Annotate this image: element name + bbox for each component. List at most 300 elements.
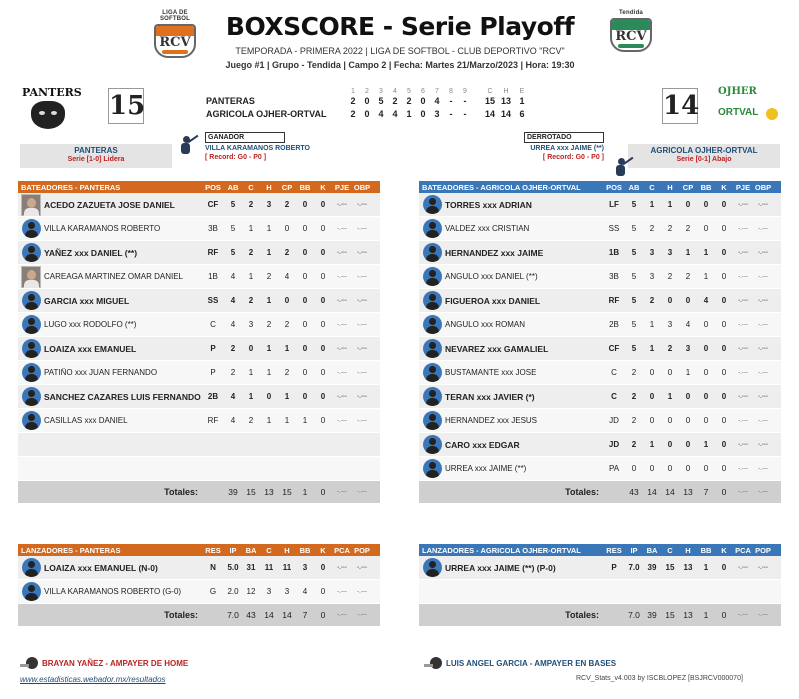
stat-cell: 2B bbox=[609, 320, 619, 329]
stat-cell: -.--- bbox=[738, 201, 748, 208]
stat-cell: 1 bbox=[649, 344, 655, 353]
avatar-cell bbox=[419, 459, 445, 478]
stat-cell: 0 bbox=[667, 296, 673, 305]
column-header: H bbox=[284, 545, 290, 555]
stat-cell: 0 bbox=[721, 464, 727, 473]
totals-label: Totales: bbox=[565, 487, 599, 497]
avatar-cell bbox=[18, 291, 44, 310]
player-name: BUSTAMANTE xxx JOSE bbox=[445, 368, 537, 377]
avatar-cell bbox=[18, 558, 44, 577]
linescore-total: 6 bbox=[519, 109, 525, 119]
total-cell: -.--- bbox=[738, 489, 748, 495]
stat-cell: 0 bbox=[721, 248, 727, 257]
stat-cell: 1 bbox=[302, 416, 308, 425]
inning-runs: 5 bbox=[378, 96, 384, 106]
stat-cell: -.--- bbox=[357, 225, 367, 232]
team-panteras: PANTERAS Serie [1-0] Lidera bbox=[20, 144, 172, 168]
stat-cell: 5 bbox=[230, 200, 236, 209]
stat-cell: 0 bbox=[685, 440, 691, 449]
player-name: LOAIZA xxx EMANUEL (N-0) bbox=[44, 562, 158, 573]
stat-cell: 0 bbox=[667, 464, 673, 473]
total-cell: -.--- bbox=[357, 489, 367, 495]
total-cell: 7 bbox=[703, 487, 709, 497]
stat-cell: 1 bbox=[266, 416, 272, 425]
stat-cell: 5 bbox=[631, 344, 637, 353]
stat-cell: 0 bbox=[320, 296, 326, 305]
stat-cell: 1 bbox=[649, 200, 655, 209]
player-name: VALDEZ xxx CRISTIAN bbox=[445, 224, 530, 233]
stat-cell: 1 bbox=[266, 248, 272, 257]
stat-cell: 0 bbox=[703, 464, 709, 473]
linescore-team: PANTERAS bbox=[206, 96, 255, 106]
totals-label: Totales: bbox=[565, 610, 599, 620]
player-avatar-icon bbox=[423, 459, 442, 478]
player-row[interactable] bbox=[18, 409, 380, 433]
player-photo bbox=[21, 194, 41, 216]
player-row[interactable] bbox=[419, 265, 781, 289]
stat-cell: -.--- bbox=[337, 417, 347, 424]
stat-cell: -.--- bbox=[357, 393, 367, 400]
stat-cell: 0 bbox=[721, 392, 727, 401]
column-header: IP bbox=[229, 545, 237, 555]
total-cell: 0 bbox=[320, 487, 326, 497]
avatar-cell bbox=[419, 291, 445, 310]
empty-row bbox=[18, 433, 380, 457]
column-header: PJE bbox=[334, 182, 350, 192]
stat-cell: 2 bbox=[230, 344, 236, 353]
player-avatar-icon bbox=[423, 387, 442, 406]
avatar-cell bbox=[419, 243, 445, 262]
pitching-table-ojher-ortval: LANZADORES - AGRICOLA OJHER-ORTVAL RES IP BA C H BB K PCA POP URREA xxx JAIME (**) (P-0) P 7.0 39 15 13 1 0 -.--- -.--- Totales: 7.0 39 15 13 1 0 -.--- -.--- bbox=[419, 544, 781, 626]
column-header: CP bbox=[281, 182, 293, 192]
losing-pitcher: DERROTADO URREA xxx JAIME (**) [ Record: G0 - P0 ] bbox=[494, 132, 604, 161]
player-name: LUGO xxx RODOLFO (**) bbox=[44, 320, 137, 329]
empty-row bbox=[18, 457, 380, 481]
stat-cell: 0 bbox=[320, 416, 326, 425]
linescore-total: 1 bbox=[519, 96, 525, 106]
stat-cell: -.--- bbox=[758, 369, 768, 376]
bases-umpire: LUIS ANGEL GARCIA - AMPAYER EN BASES bbox=[430, 657, 616, 669]
total-head: H bbox=[503, 88, 509, 95]
linescore-team: AGRICOLA OJHER-ORTVAL bbox=[206, 109, 327, 119]
stat-cell: 0 bbox=[721, 272, 727, 281]
stat-cell: -.--- bbox=[758, 249, 768, 256]
stat-cell: 2 bbox=[631, 416, 637, 425]
stat-cell: 4 bbox=[230, 416, 236, 425]
player-row[interactable] bbox=[18, 265, 380, 289]
totals-row bbox=[419, 604, 781, 626]
inning-number: 9 bbox=[463, 88, 467, 95]
stat-cell: 2 bbox=[631, 392, 637, 401]
stat-cell: C bbox=[210, 320, 216, 329]
stat-cell: -.--- bbox=[337, 564, 347, 571]
player-avatar-icon bbox=[423, 315, 442, 334]
umpire-icon bbox=[26, 657, 38, 669]
total-cell: 7.0 bbox=[227, 610, 239, 620]
column-header: BB bbox=[700, 545, 712, 555]
stat-cell: RF bbox=[207, 416, 219, 425]
stat-cell: 0 bbox=[248, 344, 254, 353]
total-cell: 14 bbox=[264, 610, 274, 620]
column-header: BB bbox=[299, 545, 311, 555]
player-name: YAÑEZ xxx DANIEL (**) bbox=[44, 247, 138, 258]
inning-number: 5 bbox=[407, 88, 411, 95]
stat-cell: 0 bbox=[721, 200, 727, 209]
stat-cell: 0 bbox=[703, 416, 709, 425]
stat-cell: 4 bbox=[230, 320, 236, 329]
inning-runs: - bbox=[463, 109, 467, 119]
avatar-cell bbox=[419, 195, 445, 214]
player-row[interactable] bbox=[419, 385, 781, 409]
total-cell: 43 bbox=[246, 610, 256, 620]
player-avatar-icon bbox=[22, 339, 41, 358]
player-name: ACEDO ZAZUETA JOSE DANIEL bbox=[44, 199, 175, 210]
column-header: BA bbox=[245, 545, 257, 555]
stat-cell: 0 bbox=[320, 200, 326, 209]
stat-cell: JD bbox=[609, 416, 619, 425]
stat-cell: 0 bbox=[284, 224, 290, 233]
inning-runs: 2 bbox=[406, 96, 412, 106]
stat-cell: 3 bbox=[266, 587, 272, 596]
avatar-cell bbox=[419, 435, 445, 454]
stat-cell: 1 bbox=[248, 392, 254, 401]
website-link[interactable]: www.estadisticas.webador.mx/resultados bbox=[20, 675, 166, 684]
inning-runs: 0 bbox=[420, 96, 426, 106]
batter-icon bbox=[175, 136, 197, 158]
player-name: URREA xxx JAIME (**) bbox=[445, 464, 527, 473]
column-header: POP bbox=[354, 545, 370, 555]
stat-cell: -.--- bbox=[337, 588, 347, 595]
stat-cell: 0 bbox=[685, 200, 691, 209]
player-name: FIGUEROA xxx DANIEL bbox=[445, 295, 541, 306]
column-header: BA bbox=[646, 545, 658, 555]
stat-cell: 0 bbox=[302, 248, 308, 257]
stat-cell: RF bbox=[207, 248, 219, 257]
stat-cell: 39 bbox=[647, 563, 657, 572]
linescore-total: 14 bbox=[500, 109, 511, 119]
total-head: C bbox=[487, 88, 493, 95]
total-cell: -.--- bbox=[758, 489, 768, 495]
stat-cell: 1 bbox=[667, 392, 673, 401]
stat-cell: 1 bbox=[649, 440, 655, 449]
total-cell: -.--- bbox=[337, 489, 347, 495]
stat-cell: -.--- bbox=[758, 345, 768, 352]
stat-cell: -.--- bbox=[758, 564, 768, 571]
stat-cell: 3 bbox=[649, 248, 655, 257]
column-header: H bbox=[266, 182, 272, 192]
inning-runs: 2 bbox=[350, 96, 356, 106]
stat-cell: -.--- bbox=[357, 588, 367, 595]
stat-cell: P bbox=[611, 563, 617, 572]
player-row[interactable] bbox=[419, 193, 781, 217]
stat-cell: 1 bbox=[284, 344, 290, 353]
stat-cell: 1 bbox=[266, 368, 272, 377]
total-cell: 13 bbox=[264, 487, 274, 497]
stat-cell: 1 bbox=[685, 368, 691, 377]
linescore-total: 14 bbox=[484, 109, 495, 119]
player-row[interactable] bbox=[18, 337, 380, 361]
inning-runs: - bbox=[463, 96, 467, 106]
player-row[interactable] bbox=[18, 385, 380, 409]
player-name: TERAN xxx JAVIER (*) bbox=[445, 391, 535, 402]
stat-cell: 0 bbox=[703, 368, 709, 377]
stat-cell: 0 bbox=[302, 272, 308, 281]
inning-runs: 4 bbox=[392, 109, 398, 119]
player-row[interactable] bbox=[419, 217, 781, 241]
player-row[interactable] bbox=[419, 337, 781, 361]
total-cell: 7 bbox=[302, 610, 308, 620]
stat-cell: 31 bbox=[246, 563, 256, 572]
stat-cell: 1 bbox=[703, 248, 709, 257]
stat-cell: 1 bbox=[284, 416, 290, 425]
stat-cell: -.--- bbox=[738, 393, 748, 400]
inning-number: 1 bbox=[351, 88, 355, 95]
player-avatar-icon bbox=[423, 243, 442, 262]
stat-cell: 5 bbox=[631, 272, 637, 281]
player-row[interactable] bbox=[18, 241, 380, 265]
stat-cell: 0 bbox=[302, 368, 308, 377]
stat-cell: 5 bbox=[631, 296, 637, 305]
linescore-row bbox=[206, 108, 606, 121]
avatar-cell bbox=[419, 363, 445, 382]
stat-cell: 0 bbox=[721, 440, 727, 449]
column-header: BB bbox=[700, 182, 712, 192]
stat-cell: 1 bbox=[248, 224, 254, 233]
column-header: AB bbox=[628, 182, 640, 192]
stat-cell: 0 bbox=[649, 464, 655, 473]
stat-cell: 1 bbox=[685, 248, 691, 257]
stat-cell: 3B bbox=[208, 224, 218, 233]
page-title: BOXSCORE - Serie Playoff bbox=[225, 12, 575, 41]
player-row[interactable] bbox=[18, 193, 380, 217]
totals-row bbox=[18, 481, 380, 503]
stat-cell: -.--- bbox=[337, 201, 347, 208]
stat-cell: 2 bbox=[284, 320, 290, 329]
stat-cell: 0 bbox=[649, 416, 655, 425]
avatar-cell bbox=[18, 219, 44, 238]
player-name: CASILLAS xxx DANIEL bbox=[44, 416, 128, 425]
empty-row bbox=[419, 580, 781, 604]
totals-label: Totales: bbox=[164, 487, 198, 497]
stat-cell: 2 bbox=[649, 224, 655, 233]
avatar-cell bbox=[18, 363, 44, 382]
batting-table-ojher-ortval: BATEADORES - AGRICOLA OJHER-ORTVAL POS AB C H CP BB K PJE OBP TORRES xxx ADRIAN LF 5 1 1 0 0 0 -.--- -.--- VALDEZ xxx CRISTIAN SS 5 2 2 2 0 0 -.--- -.--- HERNANDEZ xxx JAIME 1B 5 3 3 1 1 0 -.--- -.--- ANGULO xxx DANIEL (**) 3B 5 3 2 2 1 0 -.--- -.--- FIGUEROA xxx DANIEL RF 5 2 0 0 4 0 -.--- -.--- ANGULO xxx ROMAN 2B 5 1 3 4 0 0 -.--- -.--- NEVAREZ xxx GAMALIEL CF 5 1 2 3 0 0 -.--- -.--- BUSTAMANTE xxx JOSE C 2 0 0 1 0 0 -.--- -.--- TERAN xxx JAVIER (*) C 2 0 1 0 0 0 -.--- -.--- HERNANDEZ xxx JESUS JD 2 0 0 0 0 0 -.--- -.--- CARO xxx EDGAR JD 2 1 0 0 1 0 -.--- -.--- URREA xxx JAIME (**) PA 0 0 0 0 0 0 -.--- -.--- Totales: 43 14 14 13 7 0 -.--- -.--- bbox=[419, 181, 781, 503]
player-name: CARO xxx EDGAR bbox=[445, 439, 520, 450]
stat-cell: 1 bbox=[703, 272, 709, 281]
player-row[interactable] bbox=[419, 409, 781, 433]
stat-cell: 0 bbox=[302, 224, 308, 233]
column-header: POS bbox=[606, 182, 622, 192]
avatar-cell bbox=[18, 411, 44, 430]
stat-cell: CF bbox=[207, 200, 219, 209]
stat-cell: 0 bbox=[631, 464, 637, 473]
player-row[interactable] bbox=[419, 361, 781, 385]
player-row[interactable] bbox=[419, 313, 781, 337]
total-cell: 14 bbox=[647, 487, 657, 497]
home-score: 15 bbox=[108, 88, 144, 124]
avatar-cell bbox=[18, 266, 44, 288]
player-avatar-icon bbox=[22, 315, 41, 334]
player-row[interactable] bbox=[419, 457, 781, 481]
stat-cell: -.--- bbox=[738, 321, 748, 328]
stat-cell: 2 bbox=[631, 368, 637, 377]
stat-cell: 0 bbox=[320, 344, 326, 353]
stat-cell: 1 bbox=[703, 563, 709, 572]
player-avatar-icon bbox=[423, 267, 442, 286]
stat-cell: 2 bbox=[266, 320, 272, 329]
total-cell: 13 bbox=[683, 487, 693, 497]
stat-cell: 3 bbox=[667, 248, 673, 257]
player-row[interactable] bbox=[18, 580, 380, 604]
stat-cell: 2 bbox=[667, 272, 673, 281]
stat-cell: -.--- bbox=[357, 345, 367, 352]
column-header: OBP bbox=[754, 182, 772, 192]
stat-cell: 0 bbox=[685, 296, 691, 305]
player-name: URREA xxx JAIME (**) (P-0) bbox=[445, 562, 556, 573]
inning-runs: 4 bbox=[378, 109, 384, 119]
stat-cell: -.--- bbox=[357, 273, 367, 280]
player-name: HERNANDEZ xxx JESUS bbox=[445, 416, 538, 425]
avatar-cell bbox=[419, 387, 445, 406]
stat-cell: -.--- bbox=[738, 273, 748, 280]
away-score: 14 bbox=[662, 88, 698, 124]
avatar-cell bbox=[419, 558, 445, 577]
inning-runs: 0 bbox=[364, 109, 370, 119]
stat-cell: 0 bbox=[320, 248, 326, 257]
stat-cell: 4 bbox=[302, 587, 308, 596]
stat-cell: 0 bbox=[320, 368, 326, 377]
league-logo: LIGA DE SOFTBOL RCV bbox=[150, 10, 200, 58]
column-header: AB bbox=[227, 182, 239, 192]
player-avatar-icon bbox=[423, 339, 442, 358]
column-header: C bbox=[248, 182, 254, 192]
player-avatar-icon bbox=[22, 363, 41, 382]
stat-cell: 2 bbox=[649, 296, 655, 305]
column-header: PCA bbox=[735, 545, 751, 555]
stat-cell: G bbox=[209, 587, 217, 596]
stat-cell: 0 bbox=[703, 320, 709, 329]
stat-cell: -.--- bbox=[357, 297, 367, 304]
stat-cell: -.--- bbox=[738, 369, 748, 376]
stat-cell: 0 bbox=[320, 272, 326, 281]
player-avatar-icon bbox=[423, 558, 442, 577]
totals-label: Totales: bbox=[164, 610, 198, 620]
stat-cell: -.--- bbox=[758, 201, 768, 208]
player-row[interactable] bbox=[18, 556, 380, 580]
stat-cell: 4 bbox=[284, 272, 290, 281]
avatar-cell bbox=[18, 194, 44, 216]
player-name: CAREAGA MARTINEZ OMAR DANIEL bbox=[44, 272, 183, 281]
stat-cell: -.--- bbox=[758, 465, 768, 472]
season-info: TEMPORADA - PRIMERA 2022 | LIGA DE SOFTBOL - CLUB DEPORTIVO "RCV" bbox=[235, 46, 565, 56]
pitching-table-panteras: LANZADORES - PANTERAS RES IP BA C H BB K PCA POP LOAIZA xxx EMANUEL (N-0) N 5.0 31 11 11 3 0 -.--- -.--- VILLA KARAMANOS ROBERTO (G-0) G 2.0 12 3 3 4 0 -.--- -.--- Totales: 7.0 43 14 14 7 0 -.--- -.--- bbox=[18, 544, 380, 626]
stat-cell: -.--- bbox=[738, 441, 748, 448]
stat-cell: 4 bbox=[230, 296, 236, 305]
stat-cell: 2 bbox=[248, 416, 254, 425]
player-row[interactable] bbox=[18, 289, 380, 313]
total-cell: 15 bbox=[665, 610, 675, 620]
avatar-cell bbox=[18, 582, 44, 601]
stat-cell: 0 bbox=[284, 296, 290, 305]
player-row[interactable] bbox=[419, 556, 781, 580]
stat-cell: C bbox=[611, 368, 617, 377]
stat-cell: -.--- bbox=[738, 417, 748, 424]
stat-cell: 4 bbox=[230, 392, 236, 401]
stat-cell: 4 bbox=[703, 296, 709, 305]
total-cell: 14 bbox=[665, 487, 675, 497]
stat-cell: -.--- bbox=[758, 417, 768, 424]
inning-runs: 2 bbox=[392, 96, 398, 106]
player-name: VILLA KARAMANOS ROBERTO (G-0) bbox=[44, 587, 182, 596]
player-name: TORRES xxx ADRIAN bbox=[445, 199, 532, 210]
inning-runs: 4 bbox=[434, 96, 440, 106]
stat-cell: -.--- bbox=[758, 393, 768, 400]
column-header: H bbox=[667, 182, 673, 192]
stat-cell: -.--- bbox=[337, 369, 347, 376]
stat-cell: LF bbox=[609, 200, 619, 209]
stat-cell: 3 bbox=[266, 200, 272, 209]
player-row[interactable] bbox=[18, 313, 380, 337]
avatar-cell bbox=[18, 387, 44, 406]
player-row[interactable] bbox=[419, 241, 781, 265]
player-row[interactable] bbox=[419, 289, 781, 313]
stat-cell: 3 bbox=[667, 320, 673, 329]
inning-runs: - bbox=[449, 96, 453, 106]
stat-cell: 2 bbox=[685, 272, 691, 281]
inning-runs: - bbox=[449, 109, 453, 119]
player-name: PATIÑO xxx JUAN FERNANDO bbox=[44, 368, 158, 377]
stat-cell: 0 bbox=[721, 344, 727, 353]
stat-cell: 5 bbox=[631, 320, 637, 329]
stat-cell: 0 bbox=[703, 344, 709, 353]
stat-cell: 1 bbox=[667, 200, 673, 209]
player-row[interactable] bbox=[18, 217, 380, 241]
player-avatar-icon bbox=[22, 219, 41, 238]
stat-cell: -.--- bbox=[337, 321, 347, 328]
totals-row bbox=[419, 481, 781, 503]
stat-cell: 0 bbox=[302, 320, 308, 329]
stat-cell: 0 bbox=[320, 392, 326, 401]
column-header: K bbox=[721, 545, 727, 555]
home-umpire: BRAYAN YAÑEZ - AMPAYER DE HOME bbox=[26, 657, 188, 669]
stat-cell: 15 bbox=[665, 563, 675, 572]
stat-cell: 0 bbox=[320, 224, 326, 233]
stat-cell: 1 bbox=[266, 296, 272, 305]
stat-cell: 0 bbox=[302, 344, 308, 353]
player-name: GARCIA xxx MIGUEL bbox=[44, 295, 130, 306]
stat-cell: -.--- bbox=[758, 321, 768, 328]
player-row[interactable] bbox=[419, 433, 781, 457]
player-avatar-icon bbox=[22, 558, 41, 577]
player-name: NEVAREZ xxx GAMALIEL bbox=[445, 343, 549, 354]
stat-cell: -.--- bbox=[337, 273, 347, 280]
stat-cell: -.--- bbox=[337, 393, 347, 400]
total-cell: -.--- bbox=[337, 612, 347, 618]
stat-cell: 2 bbox=[248, 200, 254, 209]
total-cell: 15 bbox=[282, 487, 292, 497]
stat-cell: -.--- bbox=[738, 225, 748, 232]
stat-cell: 11 bbox=[282, 563, 292, 572]
stat-cell: 2 bbox=[284, 248, 290, 257]
column-header: K bbox=[320, 545, 326, 555]
stat-cell: 2 bbox=[685, 224, 691, 233]
stat-cell: SS bbox=[608, 224, 620, 233]
stat-cell: N bbox=[210, 563, 216, 572]
total-cell: 13 bbox=[683, 610, 693, 620]
player-row[interactable] bbox=[18, 361, 380, 385]
total-cell: 1 bbox=[302, 487, 308, 497]
stat-cell: 0 bbox=[266, 392, 272, 401]
